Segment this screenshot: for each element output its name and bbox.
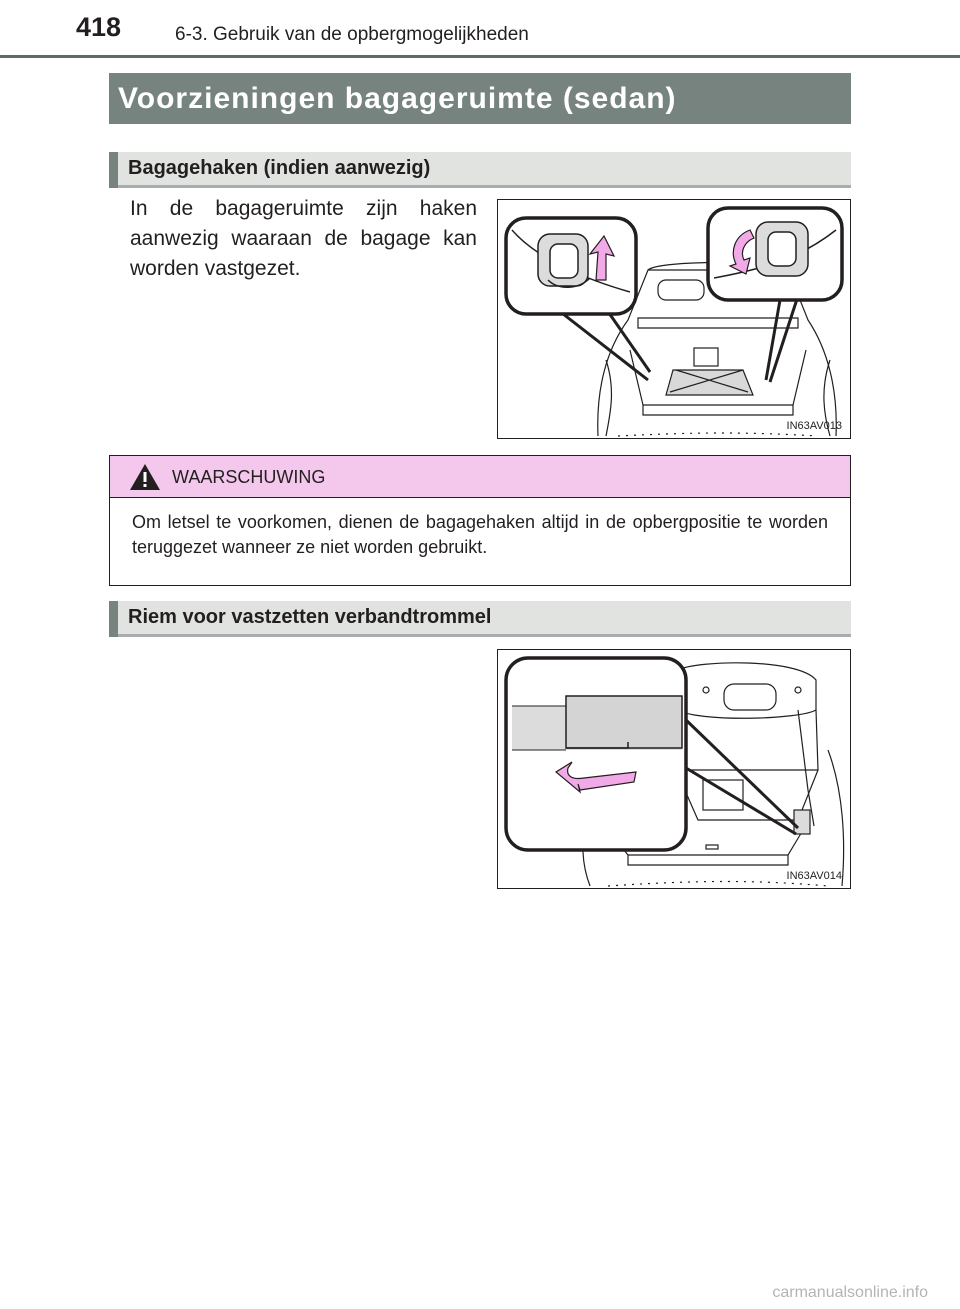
- subheading-luggage-hooks: [109, 152, 851, 188]
- warning-header: [110, 456, 850, 498]
- trunk-strap-drawing: [498, 650, 850, 888]
- subheading-text: Bagagehaken (indien aanwezig): [128, 157, 431, 179]
- figure-code: IN63AV014: [786, 870, 842, 882]
- warning-triangle-icon: [128, 462, 162, 492]
- watermark: carmanualsonline.info: [772, 1284, 928, 1301]
- section-title: Voorzieningen bagageruimte (sedan): [109, 73, 851, 124]
- page-number: 418: [76, 12, 122, 42]
- hooks-description: In de bagageruimte zijn haken aanwezig waaraan de bagage kan worden vastgezet.: [130, 197, 477, 280]
- warning-box: [109, 455, 851, 586]
- figure-code: IN63AV013: [786, 420, 842, 432]
- subheading-text: Riem voor vastzetten verbandtrommel: [128, 606, 492, 628]
- first-aid-strap-illustration: [497, 649, 851, 889]
- luggage-hooks-illustration: [497, 199, 851, 439]
- subheading-accent: [109, 601, 118, 637]
- warning-text: Om letsel te voorkomen, dienen de bagagehaken altijd in de opbergpositie te worden teruggezet wanneer ze niet worden gebruikt.: [132, 512, 828, 557]
- subheading-accent: [109, 152, 118, 188]
- trunk-hooks-drawing: [498, 200, 850, 438]
- subheading-first-aid-strap: [109, 601, 851, 637]
- header-divider: [0, 55, 960, 58]
- warning-title: WAARSCHUWING: [172, 467, 326, 487]
- chapter-title: 6-3. Gebruik van de opbergmogelijkheden: [175, 24, 529, 45]
